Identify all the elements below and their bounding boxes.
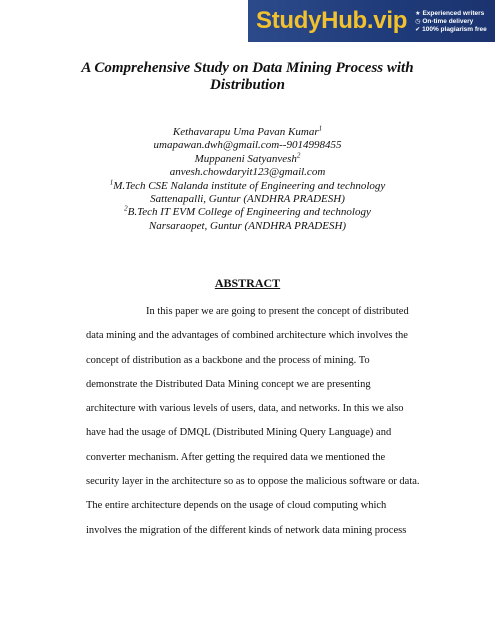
paper-title: [0, 60, 495, 94]
studyhub-logo[interactable]: StudyHub.vip: [256, 7, 408, 34]
abstract-line: architecture with various levels of users, data, and networks. In this we also: [86, 403, 404, 415]
abstract-line: security layer in the architecture so as to oppose the malicious software or data.: [86, 476, 420, 488]
affiliation-line: $^2$B.Tech IT EVM College of Engineering and technology: [124, 204, 371, 219]
author-block: [0, 126, 495, 233]
affiliation-superscript: 2: [124, 204, 128, 213]
abstract-line: involves the migration of the different kinds of network data mining process: [86, 524, 407, 536]
feature-list: [415, 10, 487, 33]
author-superscript: 1: [318, 124, 323, 133]
feature-item: [415, 26, 487, 33]
feature-item: [415, 18, 487, 25]
title-line: A Comprehensive Study on Data Mining Process with: [81, 60, 414, 76]
affiliation-line: Narsaraopet, Guntur (ANDHRA PRADESH): [148, 219, 347, 232]
abstract-line: The entire architecture depends on the usage of cloud computing which: [86, 500, 387, 512]
abstract-body: [86, 300, 426, 543]
clock-icon: ◷: [415, 18, 421, 25]
feature-label: On-time delivery: [422, 17, 474, 25]
studyhub-banner[interactable]: [248, 0, 495, 42]
abstract-line: concept of distribution as a backbone and the process of mining. To: [86, 354, 370, 366]
feature-label: 100% plagiarism free: [422, 25, 487, 33]
feature-item: [415, 10, 487, 17]
author-email: anvesh.chowdaryit123@gmail.com: [169, 166, 326, 179]
author-contact: umapawan.dwh@gmail.com--9014998455: [153, 139, 342, 152]
abstract-line: demonstrate the Distributed Data Mining concept we are presenting: [86, 378, 371, 390]
abstract-line: have had the usage of DMQL (Distributed Mining Query Language) and: [86, 427, 392, 439]
abstract-line: converter mechanism. After getting the required data we mentioned the: [86, 451, 386, 463]
affiliation-superscript: 1: [109, 177, 114, 186]
abstract-heading: ABSTRACT: [214, 276, 281, 290]
check-circle-icon: ✔: [415, 26, 421, 33]
author-name: Muppaneni Satyanvesh$^2$: [194, 151, 301, 165]
affiliation-line: Sattenapalli, Guntur (ANDHRA PRADESH): [150, 193, 345, 206]
affiliation-line: $^1$M.Tech CSE Nalanda institute of Engineering and technology: [109, 177, 386, 192]
abstract-line: In this paper we are going to present the concept of distributed: [146, 306, 409, 317]
title-line: Distribution: [209, 77, 286, 93]
star-icon: ★: [415, 10, 421, 17]
abstract-line: data mining and the advantages of combined architecture which involves the: [86, 330, 408, 342]
author-name: Kethavarapu Uma Pavan Kumar$^1$: [172, 124, 323, 138]
author-superscript: 2: [296, 151, 301, 160]
feature-label: Experienced writers: [422, 9, 485, 17]
